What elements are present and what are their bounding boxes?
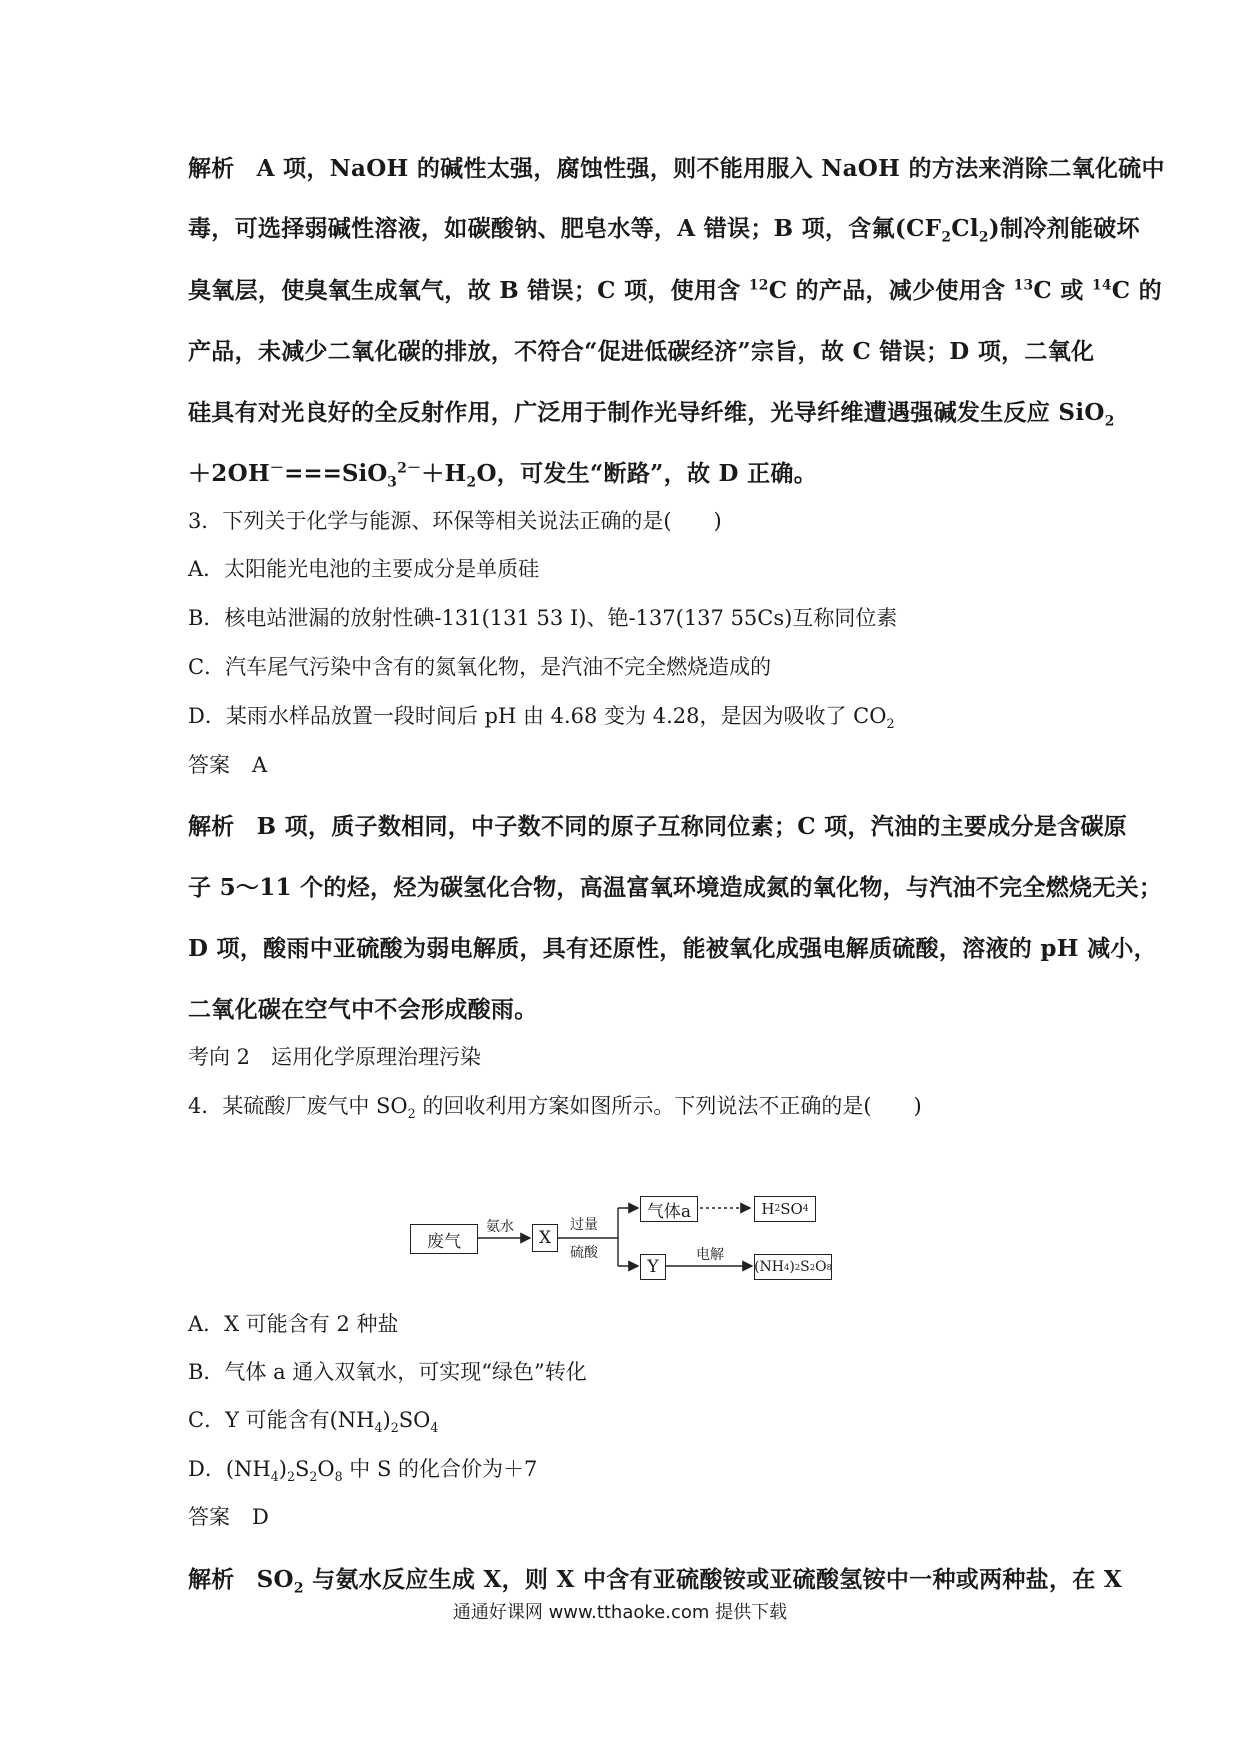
analysis2-line4: 二氧化碳在空气中不会形成酸雨。 [188, 996, 538, 1023]
sulfuric-acid-label: 硫酸 [570, 1245, 598, 1261]
analysis1-line3: 臭氧层，使臭氧生成氧气，故 B 错误；C 项，使用含 $^{12}$C 的产品，减少使用含 $^{13}$C 或 $^{14}$C 的 [188, 277, 1162, 304]
q3-option-b: B．核电站泄漏的放射性碘-131(131 53 I)、铯-137(137 55Cs)互称同位素 [188, 606, 898, 630]
analysis2-line3: D 项，酸雨中亚硫酸为弱电解质，具有还原性，能被氧化成强电解质硫酸，溶液的 pH 减小， [188, 935, 1157, 962]
q3-option-c: C．汽车尾气污染中含有的氮氧化物，是汽油不完全燃烧造成的 [188, 655, 772, 679]
q3-stem: 3．下列关于化学与能源、环保等相关说法正确的是( ) [188, 509, 722, 533]
analysis2-line2: 子 5～11 个的烃，烃为碳氢化合物，高温富氧环境造成氮的氧化物，与汽油不完全燃烧无关； [188, 874, 1163, 901]
q4-answer: 答案 D [188, 1505, 269, 1529]
footer-watermark: 通通好课网 www.tthaoke.com 提供下载 [452, 1602, 788, 1623]
q4-option-d: D．$(NH_4)_2S_2O_8$ 中 S 的化合价为＋7 [188, 1457, 538, 1485]
analysis3-line1: 解析 $SO_2$ 与氨水反应生成 X，则 X 中含有亚硫酸铵或亚硫酸氢铵中一种或两种盐，在 X [188, 1561, 1058, 1597]
q3-answer: 答案 A [188, 753, 268, 777]
analysis1-line1: 解析 A 项，NaOH 的碱性太强，腐蚀性强，则不能用服入 NaOH 的方法来消除二氧化硫中 [188, 150, 1058, 183]
x-box: X [532, 1224, 558, 1252]
ammonia-label: 氨水 [486, 1219, 514, 1235]
gas-a-box: 气体a [640, 1196, 698, 1222]
flow-diagram [410, 1194, 830, 1284]
analysis-label: 解析 [188, 1566, 235, 1593]
q4-stem: 4．某硫酸厂废气中 $SO_2$ 的回收利用方案如图所示。下列说法不正确的是( ) [188, 1094, 922, 1122]
q3-option-d: D．某雨水样品放置一段时间后 pH 由 4.68 变为 4.28，是因为吸收了 $CO_2$ [188, 704, 895, 732]
electrolysis-label: 电解 [696, 1247, 724, 1263]
product-box: (NH 4 ) 2 S 2 O 8 [754, 1254, 832, 1280]
analysis1-line4: 产品，未减少二氧化碳的排放，不符合“促进低碳经济”宗旨，故 C 错误；D 项，二氧化 [188, 338, 1095, 365]
analysis-label: 解析 [188, 155, 235, 182]
excess-label: 过量 [570, 1217, 598, 1233]
analysis-label: 解析 [188, 813, 235, 840]
q4-option-b: B．气体 a 通入双氧水，可实现“绿色”转化 [188, 1360, 587, 1384]
waste-gas-box: 废气 [410, 1224, 478, 1254]
section-heading: 考向 2 运用化学原理治理污染 [188, 1045, 482, 1069]
analysis1-line6: $+2OH^-===SiO_3^{2-}+H_2O$，可发生“断路”，故 D 正确。 [188, 460, 818, 491]
q4-option-a: A．X 可能含有 2 种盐 [188, 1312, 399, 1336]
q3-option-a: A．太阳能光电池的主要成分是单质硅 [188, 557, 540, 581]
h2so4-box: H 2 SO 4 [754, 1196, 816, 1222]
analysis1-line2: 毒，可选择弱碱性溶液，如碳酸钠、肥皂水等，A 错误；B 项，含氟$(CF_2Cl_2)$制冷剂能破坏 [188, 215, 1140, 246]
y-box: Y [640, 1254, 666, 1280]
analysis2-line1: 解析 B 项，质子数相同，中子数不同的原子互称同位素；C 项，汽油的主要成分是含碳原 [188, 808, 1058, 841]
analysis1-line5: 硅具有对光良好的全反射作用，广泛用于制作光导纤维，光导纤维遭遇强碱发生反应 SiO$_2$ [188, 399, 1115, 430]
q4-option-c: C．Y 可能含有$(NH_4)_2SO_4$ [188, 1408, 439, 1436]
